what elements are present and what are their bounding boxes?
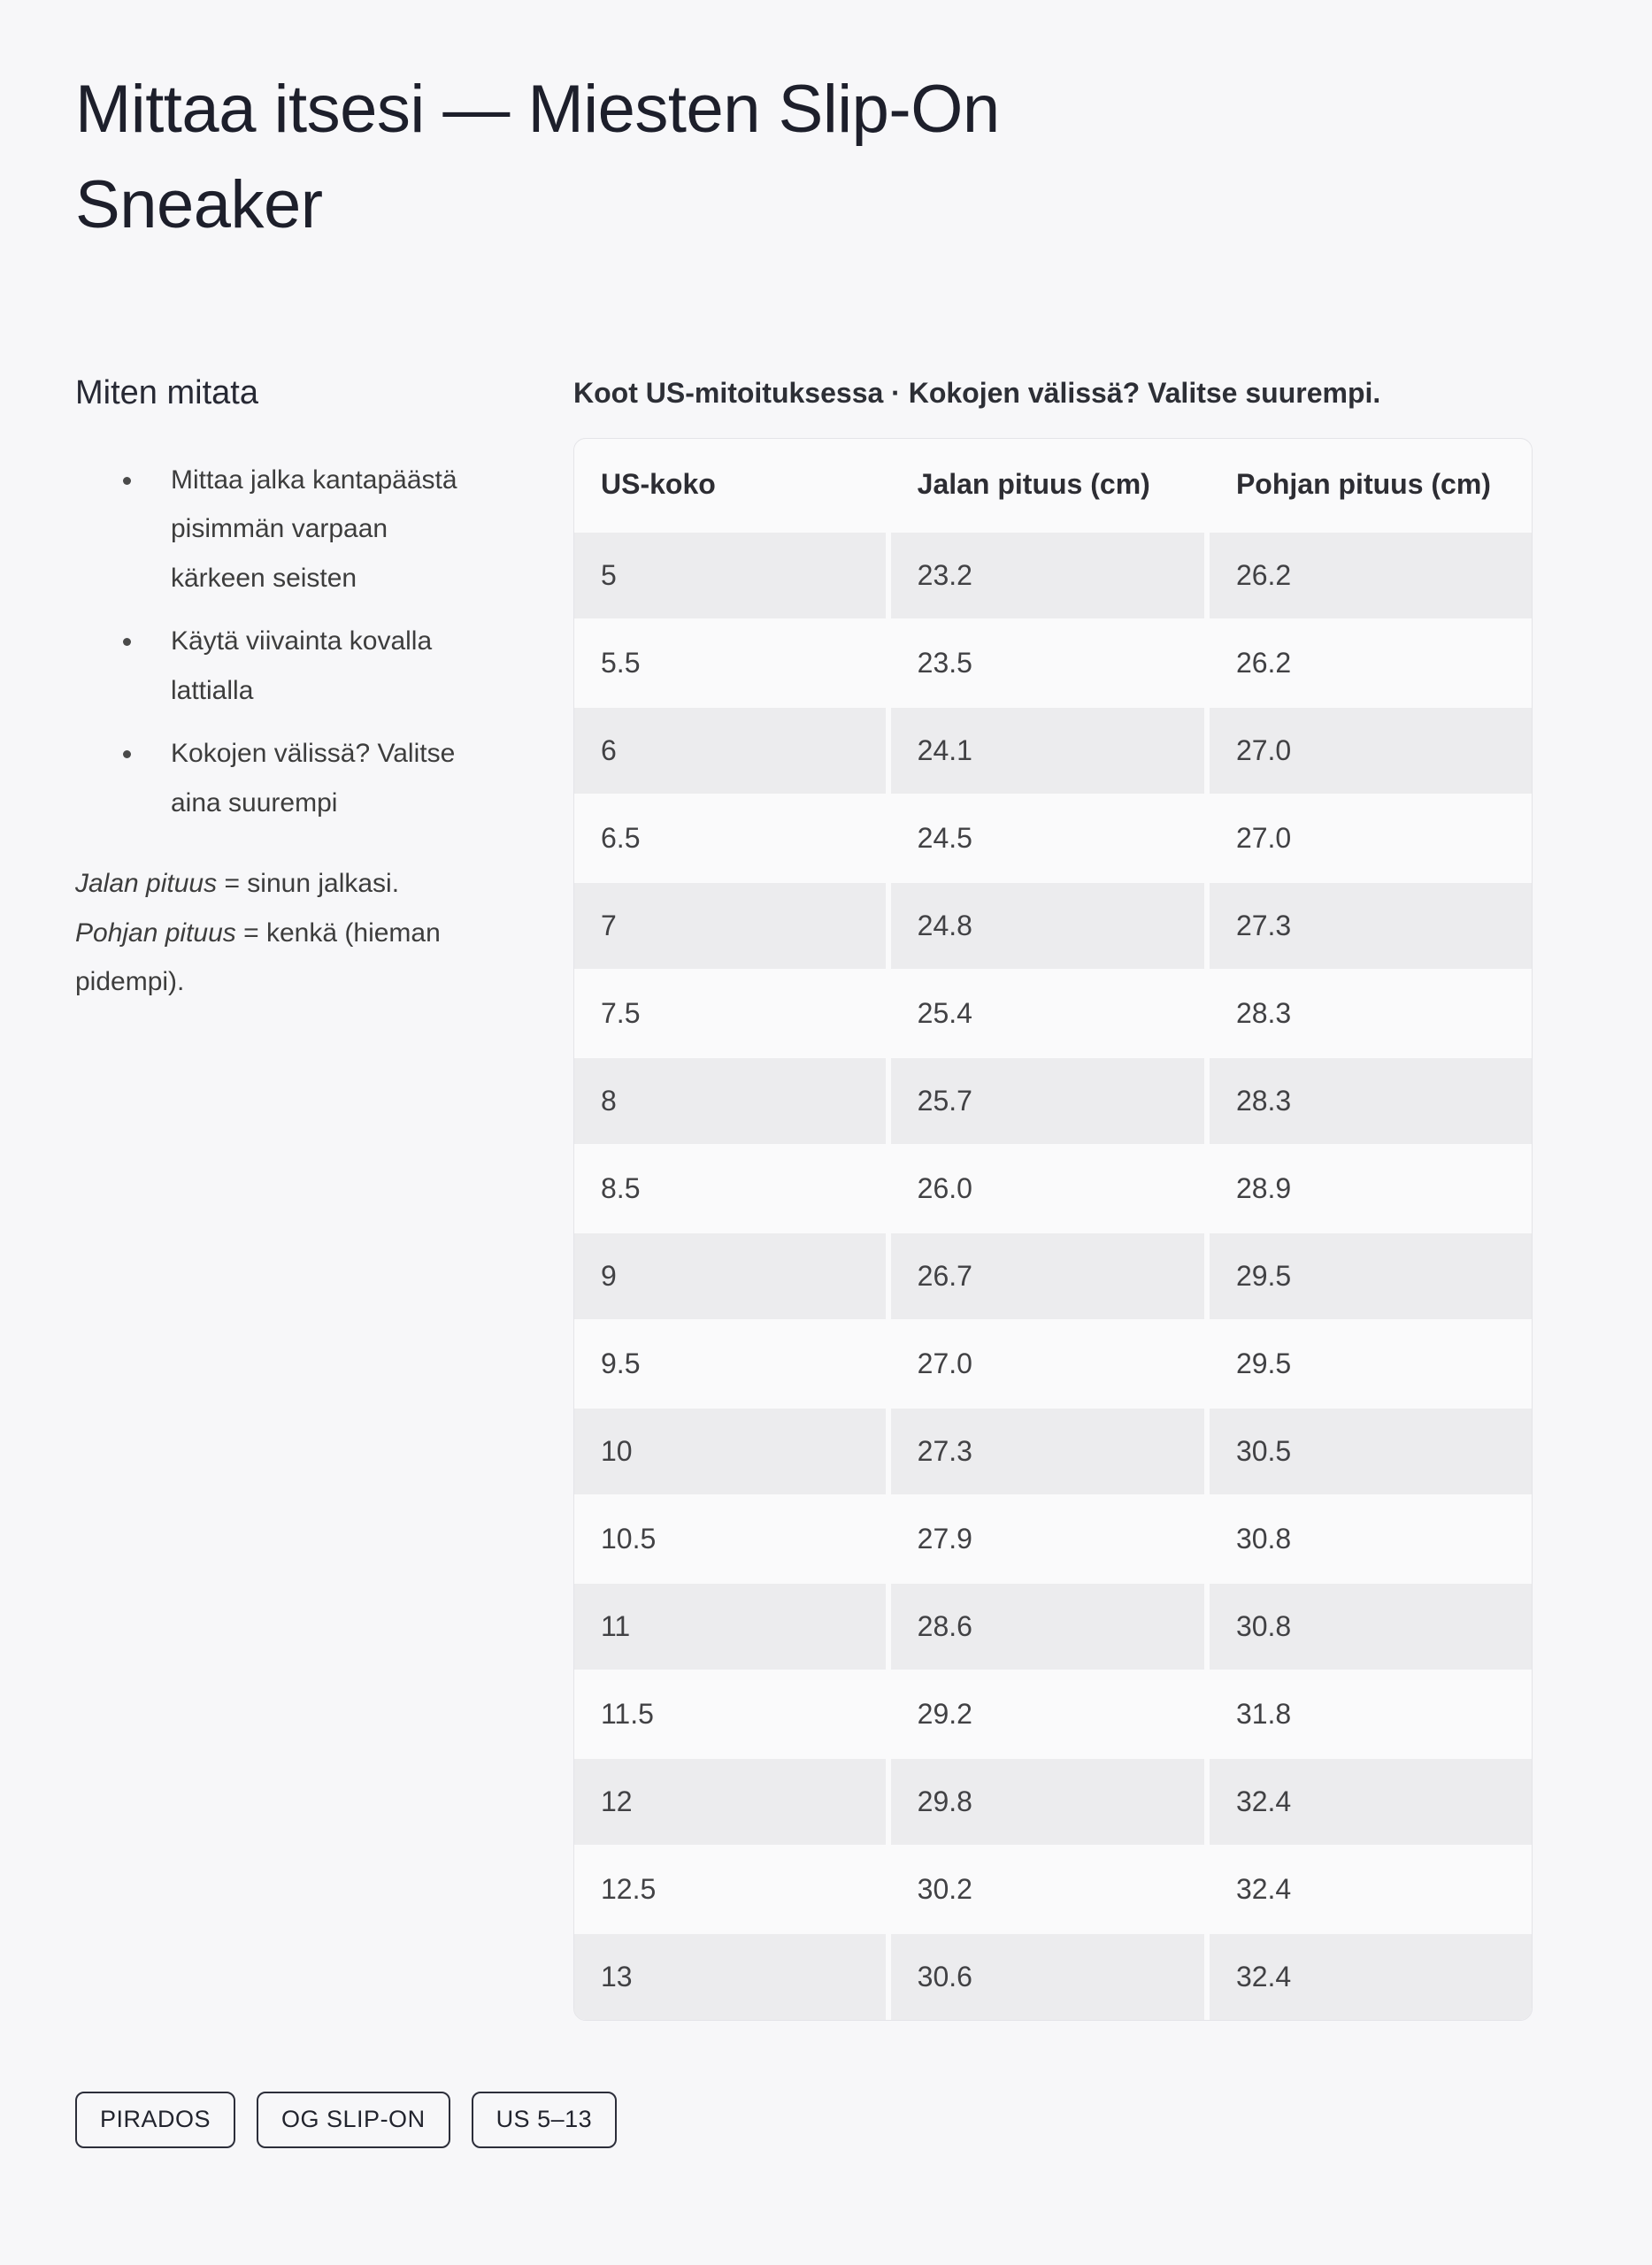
- cell-us-size: 10.5: [574, 1494, 886, 1582]
- column-header-sole-length: Pohjan pituus (cm): [1204, 439, 1532, 531]
- cell-sole-length: 28.3: [1204, 1056, 1532, 1144]
- content-columns: [75, 372, 1533, 2021]
- cell-foot-length: 29.8: [886, 1757, 1204, 1845]
- how-to-measure-panel: [75, 372, 476, 1007]
- cell-sole-length: 30.8: [1204, 1582, 1532, 1670]
- size-table: [574, 439, 1532, 2020]
- table-row: [574, 1845, 1532, 1932]
- page-title-line-2: Sneaker: [75, 166, 323, 242]
- size-table-card: [573, 438, 1533, 2021]
- cell-foot-length: 30.6: [886, 1932, 1204, 2020]
- cell-us-size: 6.5: [574, 794, 886, 881]
- column-header-us-size: US-koko: [601, 468, 716, 501]
- note-segment: = sinun jalkasi.: [217, 869, 400, 899]
- cell-foot-length: 27.9: [886, 1494, 1204, 1582]
- table-row: [574, 969, 1532, 1056]
- cell-us-size: 12.5: [574, 1845, 886, 1932]
- tag-og-slip-on[interactable]: OG SLIP-ON: [257, 2092, 450, 2148]
- table-row: [574, 794, 1532, 881]
- cell-foot-length: 24.5: [886, 794, 1204, 881]
- cell-us-size: 8.5: [574, 1144, 886, 1232]
- size-table-section: [573, 372, 1533, 2021]
- cell-us-size: 11.5: [574, 1670, 886, 1757]
- how-to-measure-heading: Miten mitata: [75, 373, 258, 411]
- cell-foot-length: 30.2: [886, 1845, 1204, 1932]
- cell-foot-length: 24.1: [886, 706, 1204, 794]
- size-table-header-row: [574, 439, 1532, 531]
- table-row: [574, 1582, 1532, 1670]
- cell-sole-length: 32.4: [1204, 1845, 1532, 1932]
- tag-us-5-13[interactable]: US 5–13: [472, 2092, 618, 2148]
- cell-us-size: 5: [574, 531, 886, 618]
- measure-tip-item: • Käytä viivainta kovalla lattialla: [144, 617, 476, 715]
- table-row: [574, 706, 1532, 794]
- cell-foot-length: 29.2: [886, 1670, 1204, 1757]
- table-row: [574, 1232, 1532, 1319]
- cell-us-size: 8: [574, 1056, 886, 1144]
- note-segment: Jalan pituus: [75, 869, 218, 899]
- cell-sole-length: 32.4: [1204, 1932, 1532, 2020]
- table-row: [574, 1670, 1532, 1757]
- table-row: [574, 1407, 1532, 1494]
- cell-sole-length: 28.9: [1204, 1144, 1532, 1232]
- table-row: [574, 1319, 1532, 1407]
- cell-sole-length: 30.5: [1204, 1407, 1532, 1494]
- tag-pirados[interactable]: PIRADOS: [75, 2092, 235, 2148]
- cell-sole-length: 28.3: [1204, 969, 1532, 1056]
- cell-us-size: 5.5: [574, 618, 886, 706]
- cell-foot-length: 27.0: [886, 1319, 1204, 1407]
- table-row: [574, 1494, 1532, 1582]
- cell-sole-length: 27.0: [1204, 794, 1532, 881]
- cell-sole-length: 29.5: [1204, 1232, 1532, 1319]
- table-row: [574, 1144, 1532, 1232]
- note-segment: Pohjan pituus: [75, 918, 236, 948]
- table-row: [574, 531, 1532, 618]
- cell-us-size: 6: [574, 706, 886, 794]
- size-table-caption: Koot US-mitoituksessa · Kokojen välissä? Valitse suurempi.: [573, 376, 1381, 409]
- cell-us-size: 7.5: [574, 969, 886, 1056]
- column-header-foot-length: Jalan pituus (cm): [886, 439, 1204, 531]
- table-row: [574, 1056, 1532, 1144]
- cell-us-size: 12: [574, 1757, 886, 1845]
- length-definitions-note: [75, 859, 447, 1007]
- cell-sole-length: 32.4: [1204, 1757, 1532, 1845]
- cell-foot-length: 23.2: [886, 531, 1204, 618]
- cell-foot-length: 26.0: [886, 1144, 1204, 1232]
- cell-us-size: 13: [574, 1932, 886, 2020]
- cell-sole-length: 27.3: [1204, 881, 1532, 969]
- measure-tip-item: • Kokojen välissä? Valitse aina suurempi: [144, 729, 476, 827]
- cell-foot-length: 23.5: [886, 618, 1204, 706]
- page-title-line-1: Mittaa itsesi — Miesten Slip-On: [75, 72, 1000, 147]
- cell-foot-length: 25.4: [886, 969, 1204, 1056]
- cell-us-size: 9: [574, 1232, 886, 1319]
- size-table-body: [574, 531, 1532, 2020]
- note-segment: = kenkä (hieman pidempi).: [75, 918, 441, 997]
- page-title: [75, 62, 1533, 253]
- cell-sole-length: 29.5: [1204, 1319, 1532, 1407]
- cell-us-size: 9.5: [574, 1319, 886, 1407]
- table-row: [574, 1932, 1532, 2020]
- table-row: [574, 1757, 1532, 1845]
- tags-row: [75, 2092, 1533, 2148]
- table-row: [574, 881, 1532, 969]
- cell-sole-length: 27.0: [1204, 706, 1532, 794]
- cell-sole-length: 26.2: [1204, 618, 1532, 706]
- cell-sole-length: 30.8: [1204, 1494, 1532, 1582]
- cell-us-size: 10: [574, 1407, 886, 1494]
- cell-us-size: 7: [574, 881, 886, 969]
- cell-foot-length: 24.8: [886, 881, 1204, 969]
- cell-us-size: 11: [574, 1582, 886, 1670]
- table-row: [574, 618, 1532, 706]
- cell-sole-length: 31.8: [1204, 1670, 1532, 1757]
- cell-foot-length: 26.7: [886, 1232, 1204, 1319]
- cell-foot-length: 27.3: [886, 1407, 1204, 1494]
- cell-sole-length: 26.2: [1204, 531, 1532, 618]
- measure-tip-item: • Mittaa jalka kantapäästä pisimmän varpaan kärkeen seisten: [144, 456, 476, 603]
- cell-foot-length: 28.6: [886, 1582, 1204, 1670]
- cell-foot-length: 25.7: [886, 1056, 1204, 1144]
- measure-tips-list: [75, 456, 476, 828]
